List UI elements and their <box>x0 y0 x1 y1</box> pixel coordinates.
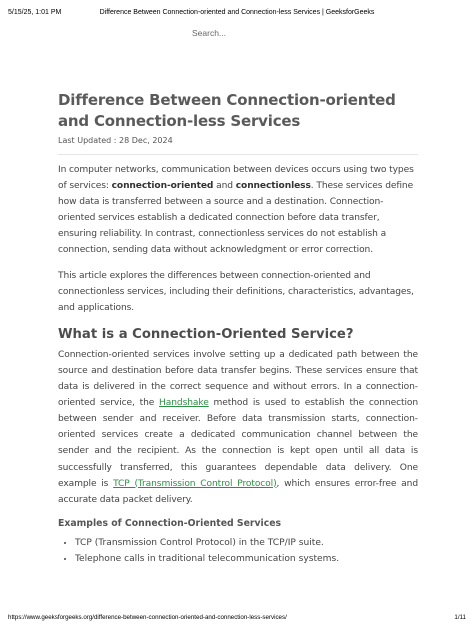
tcp-link[interactable]: TCP (Transmission Control Protocol) <box>113 478 277 489</box>
term-connection-oriented: connection-oriented <box>111 181 214 192</box>
print-page-title: Difference Between Connection-oriented and Connection-less Services | GeeksforGeeks <box>99 9 375 16</box>
handshake-link[interactable]: Handshake <box>159 398 209 409</box>
explore-paragraph: This article explores the differences between connection-oriented and connectionless services, including their definitions, characteristics, advantages, and applications. <box>58 270 414 313</box>
intro-text: In computer networks, communication between devices occurs using two types of services: <box>58 165 414 192</box>
article-title: Difference Between Connection-oriented and Connection-less Services <box>58 91 396 130</box>
last-updated: Last Updated : 28 Dec, 2024 <box>58 136 173 145</box>
page-number: 1/11 <box>454 614 466 621</box>
intro-paragraph <box>58 162 418 259</box>
section-text: method is used to establish the connection between sender and receiver. Before data transmission starts, connection-oriented services create a dedicated communication channel between the sender and the recipient. As the connection is kept open until all data is successfully transferred, this guarantees dependable data delivery. One example is <box>58 398 418 489</box>
section-heading: What is a Connection-Oriented Service? <box>58 326 354 342</box>
page-url: https://www.geeksforgeeks.org/difference-between-connection-oriented-and-connection-less-services/ <box>8 614 287 621</box>
intro-text: and <box>213 181 236 192</box>
list-item: • TCP (Transmission Control Protocol) in the TCP/IP suite. <box>75 535 418 552</box>
print-header <box>8 9 466 21</box>
term-connectionless: connectionless <box>235 181 311 192</box>
examples-list <box>58 535 418 568</box>
section-text: , which ensures error-free and accurate data packet delivery. <box>58 478 418 505</box>
section-paragraph <box>58 347 418 508</box>
article <box>58 90 418 568</box>
search-input[interactable]: Search... <box>192 28 227 38</box>
list-item: • Telephone calls in traditional telecommunication systems. <box>75 551 418 568</box>
intro-text: . These services define how data is transferred between a source and a destination. Connection-oriented services establish a dedicated connection before data transfer, ensuring reliability. In contrast, connectionless services do not establish a connection, sending data without acknowledgment or error correction. <box>58 181 414 256</box>
divider <box>58 154 418 155</box>
examples-heading: Examples of Connection-Oriented Services <box>58 517 282 529</box>
section-text: Connection-oriented services involve setting up a dedicated path between the source and destination before data transfer begins. These services ensure that data is delivered in the correct sequence and without errors. In a connection-oriented service, the <box>58 349 418 409</box>
print-footer <box>8 614 466 624</box>
print-datetime: 5/15/25, 1:01 PM <box>8 9 62 16</box>
